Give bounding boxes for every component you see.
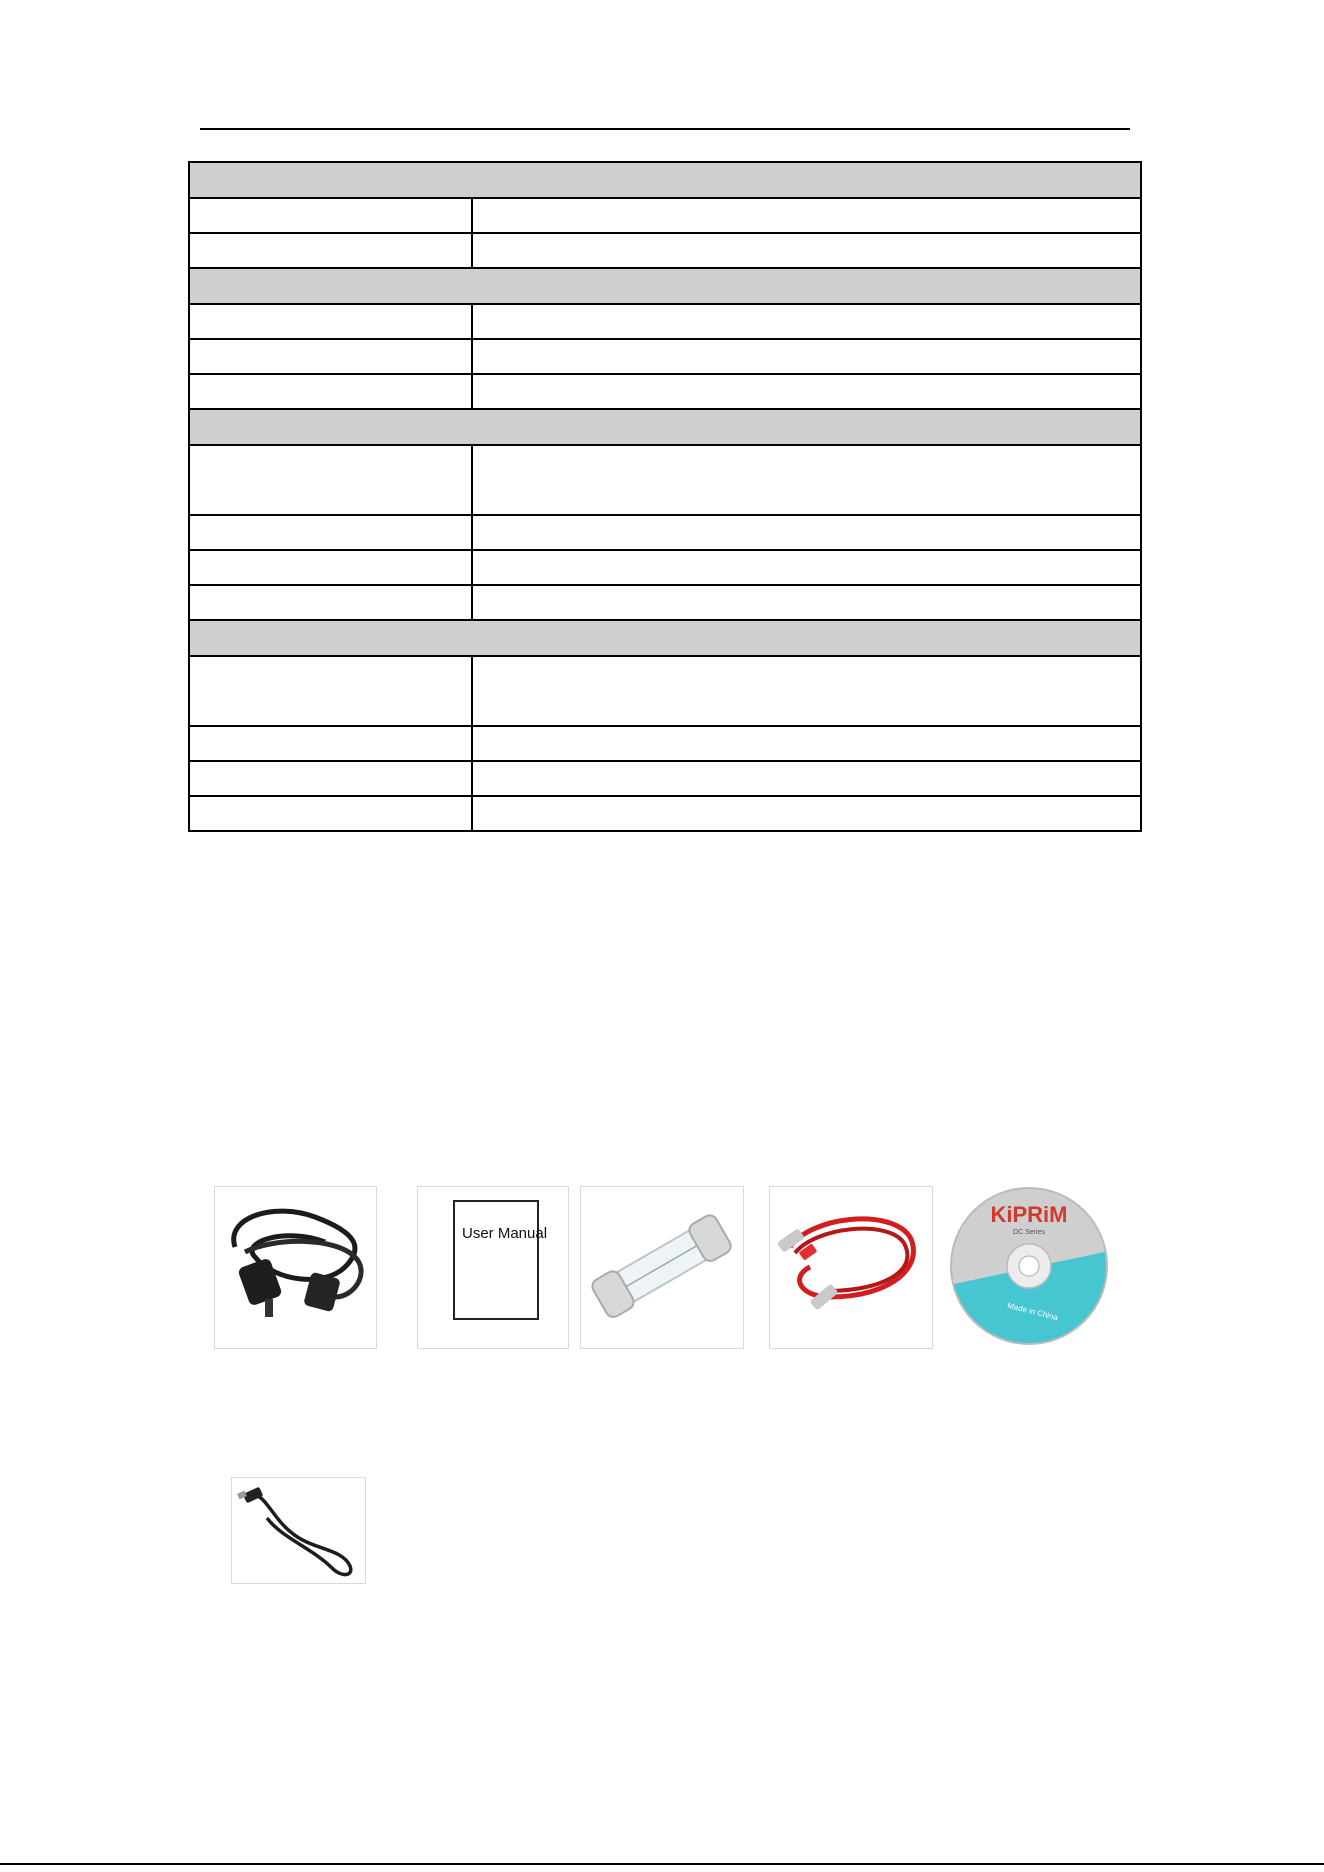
power-cord-icon <box>215 1187 376 1348</box>
header-rule <box>200 128 1130 130</box>
table-row <box>189 796 1141 831</box>
table-row <box>189 726 1141 761</box>
table-row <box>189 445 1141 515</box>
user-manual-label: User Manual <box>462 1225 548 1242</box>
table-section-header <box>189 162 1141 198</box>
cd-brand-label: KiPRiM <box>990 1202 1068 1227</box>
table-row <box>189 761 1141 796</box>
table-section-header <box>189 620 1141 656</box>
table-row <box>189 339 1141 374</box>
test-leads-icon <box>770 1187 932 1348</box>
software-cd-icon <box>948 1186 1110 1347</box>
cd-series-label: DC Series <box>1013 1229 1045 1236</box>
table-row <box>189 304 1141 339</box>
power-cord-image <box>214 1186 377 1349</box>
table-row <box>189 550 1141 585</box>
table-section-header <box>189 268 1141 304</box>
cd-made-label: Made in China <box>1006 1300 1059 1323</box>
table-row <box>189 198 1141 233</box>
table-row <box>189 374 1141 409</box>
table-row <box>189 656 1141 726</box>
footer-rule <box>0 1863 1324 1865</box>
usb-cable-image <box>231 1477 366 1584</box>
user-manual-image <box>417 1186 569 1349</box>
table-row <box>189 233 1141 268</box>
table-row <box>189 585 1141 620</box>
fuse-icon <box>581 1187 743 1348</box>
user-manual-icon <box>418 1187 568 1348</box>
fuse-image <box>580 1186 744 1349</box>
usb-cable-icon <box>232 1478 365 1583</box>
test-leads-image <box>769 1186 933 1349</box>
table-section-header <box>189 409 1141 445</box>
software-cd-image <box>948 1186 1110 1347</box>
spec-table <box>188 161 1142 832</box>
table-row <box>189 515 1141 550</box>
